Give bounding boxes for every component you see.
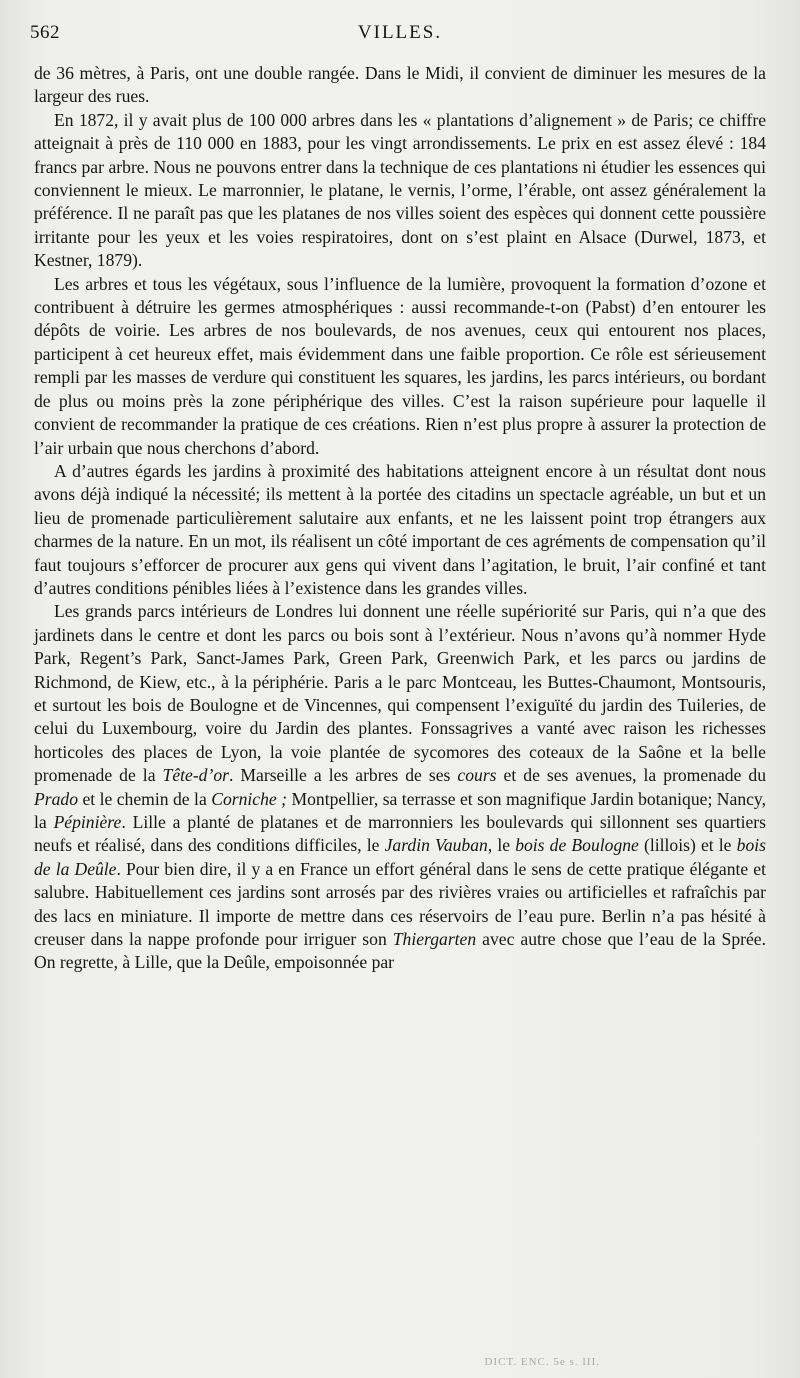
italic-text: bois de Boulogne <box>515 835 639 856</box>
text-run: Les grands parcs intérieurs de Londres lui donnent une réelle supériorité sur Paris, qui n’a que des jardinets dans le centre et dont les parcs ou bois sont à l’extérieur. Nous n’avons qu’à nommer Hyde Park, Regent’s Park, Sanct-James Park, Green Park, Greenwich Park, et les parcs ou jardins de Richmond, de Kiew, etc., à la périphérie. Paris a le parc Montceau, les Buttes-Chaumont, Montsouris, et surtout les bois de Boulogne et de Vincennes, qui compensent l’exiguïté du jardin des Tuileries, de celui du Luxembourg, voire du Jardin des plantes. Fonssagrives a vanté avec raison les richesses horticoles des places de Lyon, la voie plantée de sycomores des coteaux de la Saône et la belle promenade de la <box>34 601 766 786</box>
italic-text: cours <box>457 765 497 786</box>
text-run: A d’autres égards les jardins à proximité des habitations atteignent encore à un résultat dont nous avons déjà indiqué la nécessité; ils mettent à la portée des citadins un spectacle agréable, un but et un lieu de promenade particulièrement salutaire aux enfants, et ne les laissent point trop étrangers aux charmes de la nature. En un mot, ils réalisent un côté important de ces agréments de compensation qu’il faut toujours s’efforcer de procurer aux gens qui vivent dans l’agitation, le bruit, l’air confiné et tant d’autres conditions pénibles liées à l’existence dans les grandes villes. <box>34 460 766 598</box>
italic-text: Thiergarten <box>392 929 477 950</box>
italic-text: Prado <box>34 788 78 809</box>
text-run: et le chemin de la <box>77 788 212 809</box>
paragraph <box>34 600 766 975</box>
text-run: et de ses avenues, la promenade du <box>496 765 766 786</box>
italic-text: Corniche ; <box>211 788 288 809</box>
text-run: de 36 mètres, à Paris, ont une double rangée. Dans le Midi, il convient de diminuer les mesures de la largeur des rues. <box>34 63 766 107</box>
italic-text: Jardin Vauban <box>384 835 488 856</box>
text-run: En 1872, il y avait plus de 100 000 arbres dans les « plantations d’alignement » de Paris; ce chiffre atteignait à près de 110 000 en 1883, pour les vingt arrondissements. Le prix en est assez élevé : 184 francs par arbre. Nous ne pouvons entrer dans la technique de ces plantations ni étudier les essences qui conviennent le mieux. Le marronnier, le platane, le vernis, l’orme, l’érable, ont assez généralement la préférence. Il ne paraît pas que les platanes de nos villes soient des espèces qui donnent cette poussière irritante pour les yeux et les voies respiratoires, dont on s’est plaint en Alsace (Durwel, 1873, et Kestner, 1879). <box>34 109 766 271</box>
text-run: . Pour bien dire, il y a en France un effort général dans le sens de cette pratique élégante et salubre. Habituellement ces jardins sont arrosés par des rivières vraies ou artificielles et rafraîchis par des lacs en miniature. Il importe de mettre dans ces réservoirs de l’eau pure. Berlin n’a pas hésité à creuser dans la nappe profonde pour irriguer son <box>34 858 766 950</box>
text-run: (lillois) et le <box>638 835 737 856</box>
paragraph <box>34 109 766 273</box>
paragraph <box>34 460 766 600</box>
running-title: VILLES. <box>357 22 443 43</box>
page-number: 562 <box>30 22 60 43</box>
text-run: , le <box>487 835 516 856</box>
paragraph <box>34 62 766 109</box>
text-run: avec autre chose que l’eau de la Sprée. On regrette, à Lille, que la Deûle, empoisonnée par <box>34 929 766 973</box>
italic-text: bois de la Deûle <box>34 835 766 879</box>
page-header <box>30 22 770 50</box>
text-run: . Marseille a les arbres de ses <box>228 765 458 786</box>
italic-text: Tête-d’or <box>162 765 229 786</box>
text-run: Montpellier, sa terrasse et son magnifique Jardin botanique; Nancy, la <box>34 788 766 832</box>
body-text <box>34 62 766 975</box>
printer-signature: DICT. ENC. 5e s. III. <box>484 1356 600 1368</box>
italic-text: Pépinière <box>53 812 122 832</box>
text-run: . Lille a planté de platanes et de marronniers les boulevards qui sillonnent ses quartiers neufs et réalisé, dans des conditions difficiles, le <box>34 812 766 856</box>
paragraph <box>34 273 766 460</box>
text-run: Les arbres et tous les végétaux, sous l’influence de la lumière, provoquent la formation d’ozone et contribuent à détruire les germes atmosphériques : aussi recommande-t-on (Pabst) d’en entourer les dépôts de voirie. Les arbres de nos boulevards, de nos avenues, ceux qui entourent nos places, participent à cet heureux effet, mais évidemment dans une faible proportion. Ce rôle est sérieusement rempli par les masses de verdure qui constituent les squares, les jardins, les parcs intérieurs, ou bordant de plus ou moins près la zone périphérique des villes. C’est la raison supérieure pour laquelle il convient de recommander la pratique de ces créations. Rien n’est plus propre à assurer la protection de l’air urbain que nous cherchons d’abord. <box>34 273 766 458</box>
